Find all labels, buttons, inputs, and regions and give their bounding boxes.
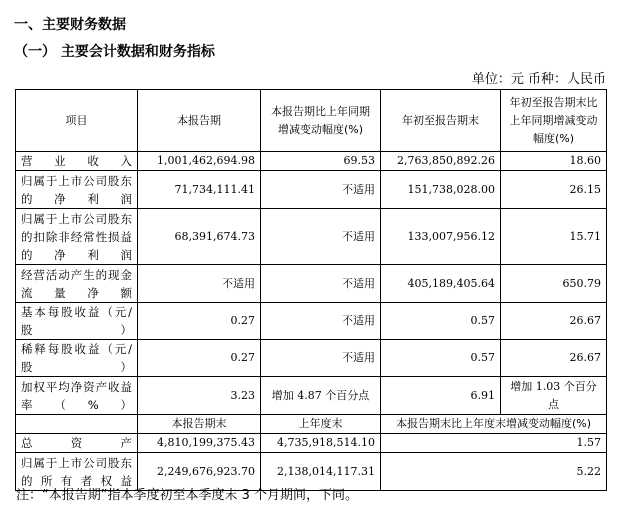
- table-header-row: [16, 90, 607, 152]
- header-ytd: 年初至报告期末: [381, 90, 501, 152]
- cell-change: 69.53: [261, 152, 381, 171]
- table-row: [16, 303, 607, 340]
- cell-change: 增加 4.87 个百分点: [261, 377, 381, 415]
- footnote: 注：“本报告期”指本季度初至本季度末 3 个月期间，下同。: [16, 488, 359, 503]
- cell-change: 不适用: [261, 340, 381, 377]
- header-prior-year-end: 上年度末: [261, 415, 381, 434]
- cell-ytd-change: 26.67: [501, 303, 607, 340]
- row-label: 归属于上市公司股东的净利润: [16, 171, 138, 209]
- row-label: 加权平均净资产收益率（%）: [16, 377, 138, 415]
- cell-ytd-change: 26.67: [501, 340, 607, 377]
- cell-change: 不适用: [261, 303, 381, 340]
- cell-ytd-change: 15.71: [501, 209, 607, 265]
- cell-change: 5.22: [381, 453, 607, 491]
- row-label: 总资产: [16, 434, 138, 453]
- cell-ytd: 133,007,956.12: [381, 209, 501, 265]
- row-label: 稀释每股收益（元/股）: [16, 340, 138, 377]
- cell-ytd: 151,738,028.00: [381, 171, 501, 209]
- cell-current: 1,001,462,694.98: [138, 152, 261, 171]
- cell-ytd: 2,763,850,892.26: [381, 152, 501, 171]
- subsection-title: （一） 主要会计数据和财务指标: [14, 44, 215, 60]
- cell-current: 71,734,111.41: [138, 171, 261, 209]
- cell-change: 1.57: [381, 434, 607, 453]
- cell-current: 3.23: [138, 377, 261, 415]
- financial-data-table: [15, 89, 607, 491]
- row-label: 经营活动产生的现金流量净额: [16, 265, 138, 303]
- cell-ytd: 0.57: [381, 340, 501, 377]
- row-label: 营业收入: [16, 152, 138, 171]
- table-row: [16, 377, 607, 415]
- cell-ytd: 6.91: [381, 377, 501, 415]
- row-label: 基本每股收益（元/股）: [16, 303, 138, 340]
- subheader-empty-cell: [16, 415, 138, 434]
- cell-change: 不适用: [261, 265, 381, 303]
- cell-ytd-change: 增加 1.03 个百分点: [501, 377, 607, 415]
- cell-current: 68,391,674.73: [138, 209, 261, 265]
- row-label: 归属于上市公司股东的所有者权益: [16, 453, 138, 491]
- cell-ytd: 405,189,405.64: [381, 265, 501, 303]
- cell-current: 不适用: [138, 265, 261, 303]
- header-item: 项目: [16, 90, 138, 152]
- section-title: 一、主要财务数据: [14, 17, 126, 33]
- cell-ytd-change: 650.79: [501, 265, 607, 303]
- table-row: [16, 434, 607, 453]
- header-period-end: 本报告期末: [138, 415, 261, 434]
- unit-line: 单位：元 币种：人民币: [471, 72, 606, 87]
- cell-prior-year-end: 2,138,014,117.31: [261, 453, 381, 491]
- cell-period-end: 2,249,676,923.70: [138, 453, 261, 491]
- cell-ytd: 0.57: [381, 303, 501, 340]
- cell-ytd-change: 18.60: [501, 152, 607, 171]
- table-row: [16, 171, 607, 209]
- header-current-change: 本报告期比上年同期增减变动幅度(%): [261, 90, 381, 152]
- cell-period-end: 4,810,199,375.43: [138, 434, 261, 453]
- cell-prior-year-end: 4,735,918,514.10: [261, 434, 381, 453]
- table-subheader-row: [16, 415, 607, 434]
- cell-current: 0.27: [138, 303, 261, 340]
- table-row: [16, 340, 607, 377]
- cell-change: 不适用: [261, 209, 381, 265]
- table-row: [16, 209, 607, 265]
- header-ytd-change: 年初至报告期末比上年同期增减变动幅度(%): [501, 90, 607, 152]
- cell-current: 0.27: [138, 340, 261, 377]
- table-row: [16, 152, 607, 171]
- header-period-end-change: 本报告期末比上年度末增减变动幅度(%): [381, 415, 607, 434]
- row-label: 归属于上市公司股东的扣除非经常性损益的净利润: [16, 209, 138, 265]
- table-row: [16, 265, 607, 303]
- cell-change: 不适用: [261, 171, 381, 209]
- header-current-period: 本报告期: [138, 90, 261, 152]
- cell-ytd-change: 26.15: [501, 171, 607, 209]
